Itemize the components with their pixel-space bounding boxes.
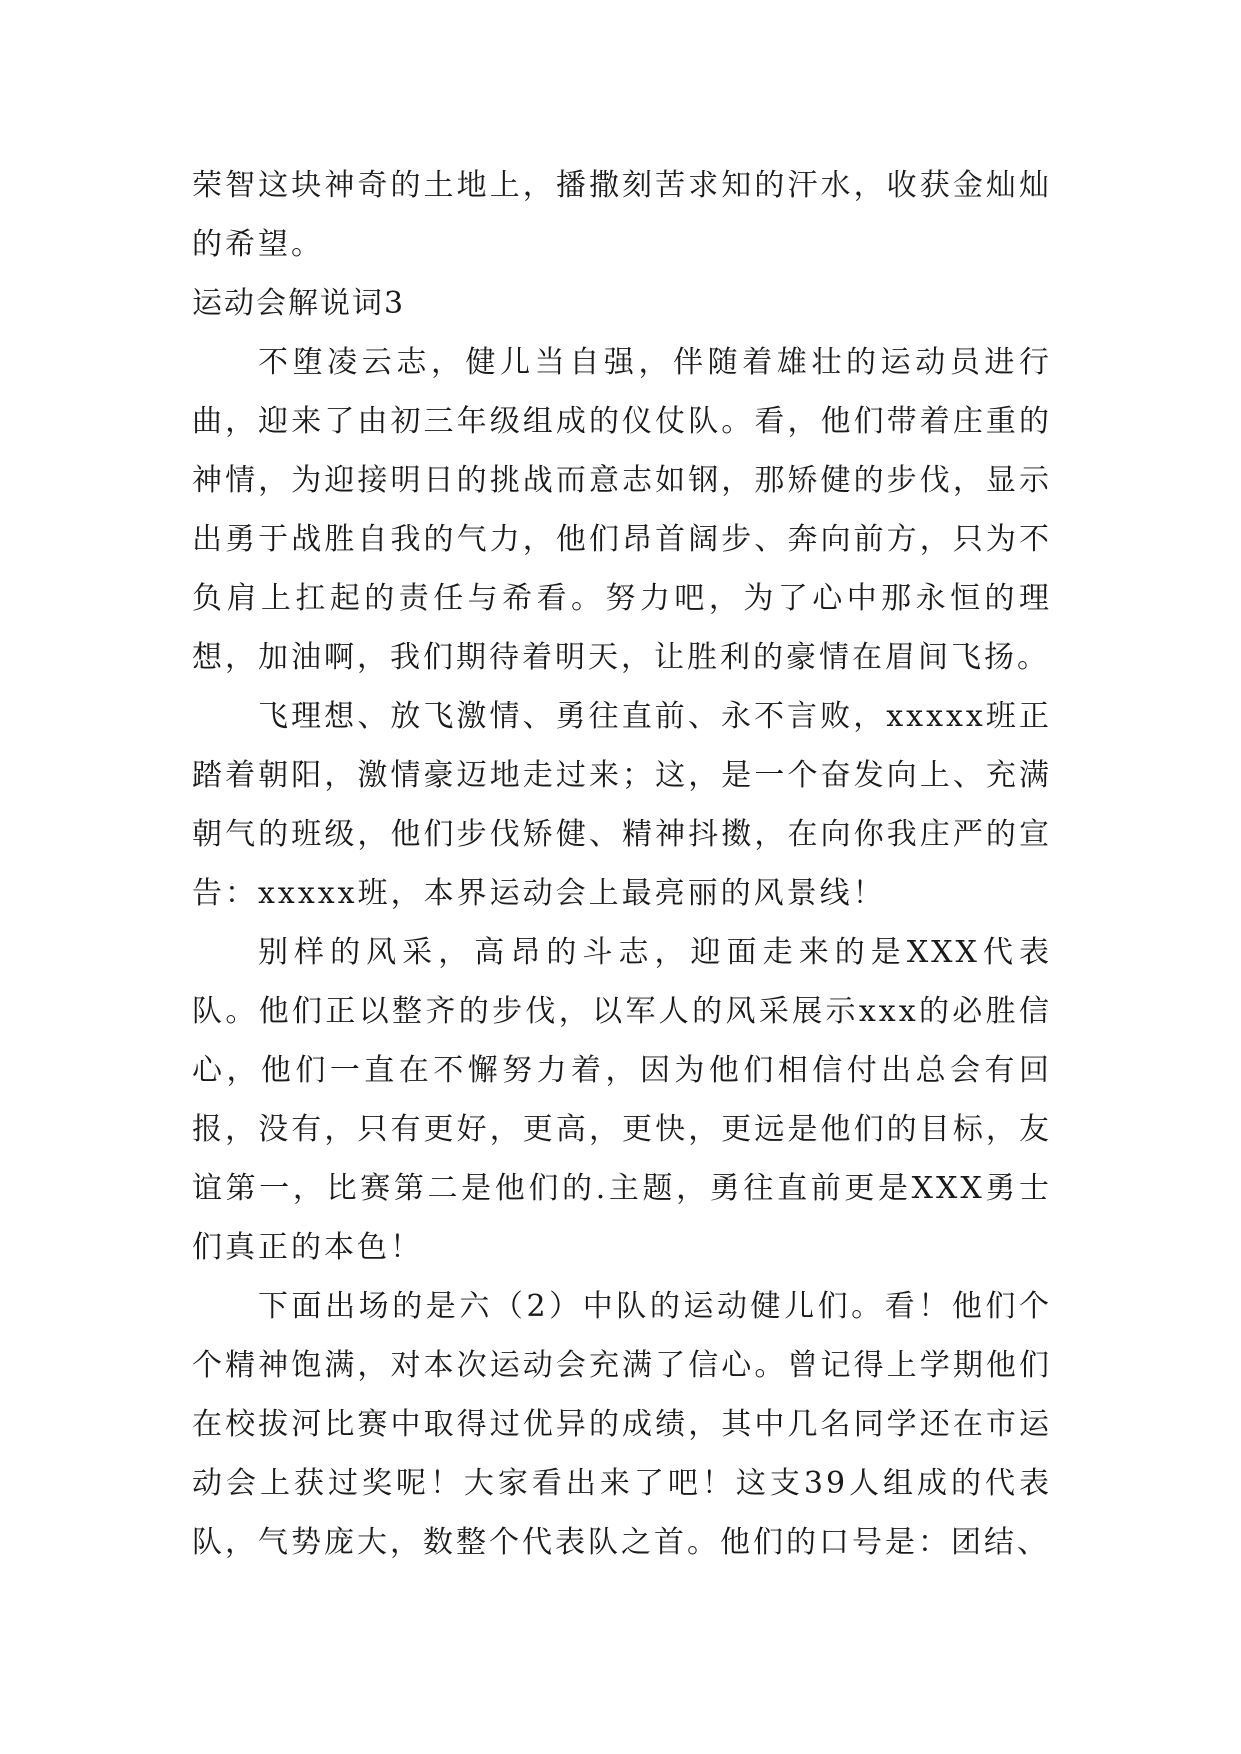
section-heading: 运动会解说词3 <box>192 286 406 321</box>
body-paragraph: 下面出场的是六（2）中队的运动健儿们。看！他们个个精神饱满，对本次运动会充满了信心。曾记得上学期他们在校拔河比赛中取得过优异的成绩，其中几名同学还在市运动会上获过奖呢！大家看出来了吧！这支39人组成的代表队，气势庞大，数整个代表队之首。他们的口号是：团结、 <box>192 1289 1052 1560</box>
continuation-paragraph: 荣智这块神奇的土地上，播撒刻苦求知的汗水，收获金灿灿的希望。 <box>192 168 1052 262</box>
body-paragraph: 不堕凌云志，健儿当自强，伴随着雄壮的运动员进行曲，迎来了由初三年级组成的仪仗队。看，他们带着庄重的神情，为迎接明日的挑战而意志如钢，那矫健的步伐，显示出勇于战胜自我的气力，他们昂首阔步、奔向前方，只为不负肩上扛起的责任与希看。努力吧，为了心中那永恒的理想，加油啊，我们期待着明天，让胜利的豪情在眉间飞扬。 <box>192 345 1052 675</box>
document-body <box>192 156 1052 1572</box>
body-paragraph: 别样的风采，高昂的斗志，迎面走来的是XXX代表队。他们正以整齐的步伐，以军人的风采展示xxx的必胜信心，他们一直在不懈努力着，因为他们相信付出总会有回报，没有，只有更好，更高，更快，更远是他们的目标，友谊第一，比赛第二是他们的.主题，勇往直前更是XXX勇士们真正的本色！ <box>192 935 1052 1265</box>
body-paragraph: 飞理想、放飞激情、勇往直前、永不言败，xxxxx班正踏着朝阳，激情豪迈地走过来；这，是一个奋发向上、充满朝气的班级，他们步伐矫健、精神抖擞，在向你我庄严的宣告：xxxxx班，本界运动会上最亮丽的风景线！ <box>192 699 1052 911</box>
